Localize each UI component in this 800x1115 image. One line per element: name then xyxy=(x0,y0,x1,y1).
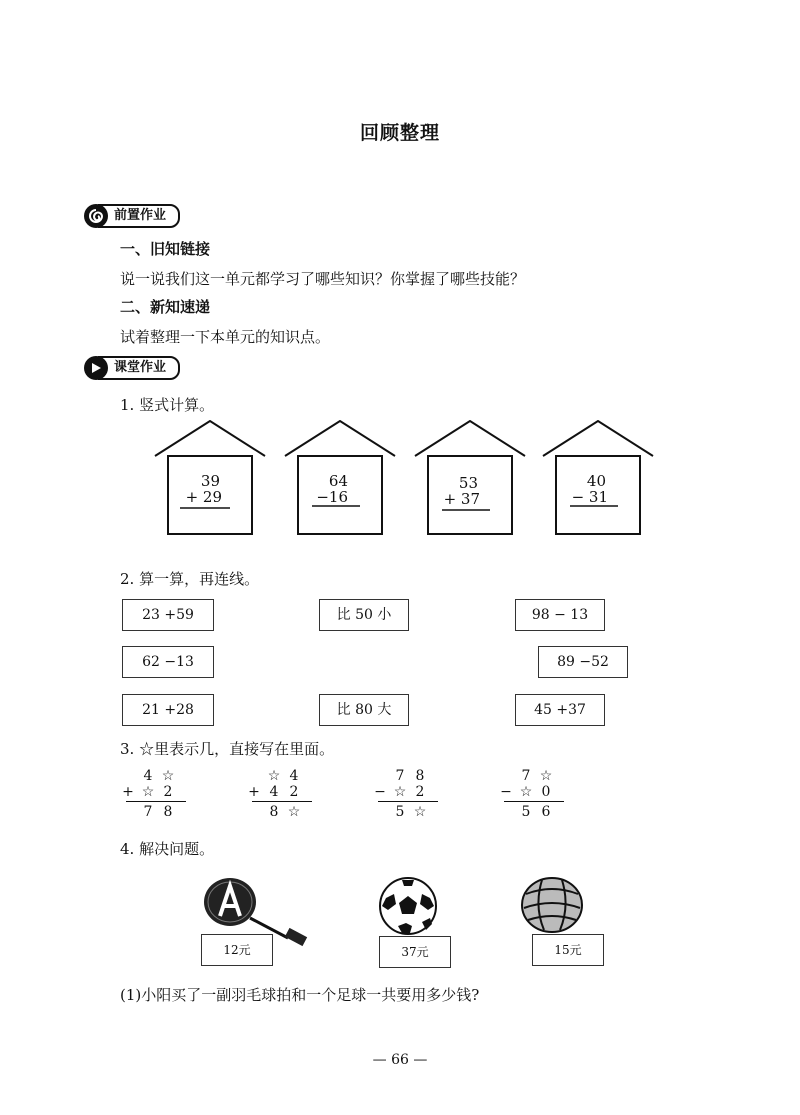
star-problem: 7 ☆ − ☆ 0 5 6 xyxy=(496,768,564,820)
house-problem xyxy=(414,420,526,536)
expression-box[interactable]: 89 −52 xyxy=(538,646,628,678)
star-problem: ☆ 4 + 4 2 8 ☆ xyxy=(244,768,312,820)
subtrahend: −16 xyxy=(316,488,348,506)
section-badge-label: 课堂作业 xyxy=(98,356,180,380)
addend-bottom: + 29 xyxy=(185,488,222,506)
addend-top: 39 xyxy=(200,472,220,490)
expression-box[interactable]: 23 +59 xyxy=(122,599,214,631)
condition-box[interactable]: 比 50 小 xyxy=(319,599,409,631)
section-badge-preview xyxy=(84,204,180,228)
paragraph-new-knowledge: 试着整理一下本单元的知识点。 xyxy=(120,328,331,346)
condition-box[interactable]: 比 80 大 xyxy=(319,694,409,726)
expression-box[interactable]: 98 − 13 xyxy=(515,599,605,631)
price-tag: 15元 xyxy=(532,934,604,966)
heading-old-knowledge: 一、旧知链接 xyxy=(120,240,211,258)
soccer-ball-icon xyxy=(378,876,438,936)
heading-new-knowledge: 二、新知速递 xyxy=(120,298,211,316)
volleyball-icon xyxy=(520,876,584,934)
star-problem: 4 ☆ + ☆ 2 7 8 xyxy=(118,768,186,820)
section-badge-label: 前置作业 xyxy=(98,204,180,228)
page-title: 回顾整理 xyxy=(359,122,440,144)
play-icon xyxy=(84,356,108,380)
minuend: 64 xyxy=(328,472,348,490)
paragraph-old-knowledge: 说一说我们这一单元都学习了哪些知识？你掌握了哪些技能？ xyxy=(120,270,526,288)
sub-question-1: (1)小阳买了一副羽毛球拍和一个足球一共要用多少钱? xyxy=(120,986,480,1004)
expression-box[interactable]: 45 +37 xyxy=(515,694,605,726)
subtrahend: − 31 xyxy=(571,488,608,506)
question-2: 2. 算一算，再连线。 xyxy=(120,570,260,588)
house-problem xyxy=(154,420,266,536)
question-1: 1. 竖式计算。 xyxy=(120,396,215,414)
minuend: 40 xyxy=(586,472,606,490)
star-problem: 7 8 − ☆ 2 5 ☆ xyxy=(370,768,438,820)
addend-bottom: + 37 xyxy=(443,490,480,508)
question-3: 3. ☆里表示几，直接写在里面。 xyxy=(120,740,335,758)
swirl-icon xyxy=(84,204,108,228)
question-4: 4. 解决问题。 xyxy=(120,840,215,858)
section-badge-classwork xyxy=(84,356,180,380)
house-problem xyxy=(542,420,654,536)
price-tag: 37元 xyxy=(379,936,451,968)
house-problem xyxy=(284,420,396,536)
addend-top: 53 xyxy=(458,474,478,492)
page-number: — 66 — xyxy=(372,1052,428,1068)
expression-box[interactable]: 62 −13 xyxy=(122,646,214,678)
expression-box[interactable]: 21 +28 xyxy=(122,694,214,726)
price-tag: 12元 xyxy=(201,934,273,966)
